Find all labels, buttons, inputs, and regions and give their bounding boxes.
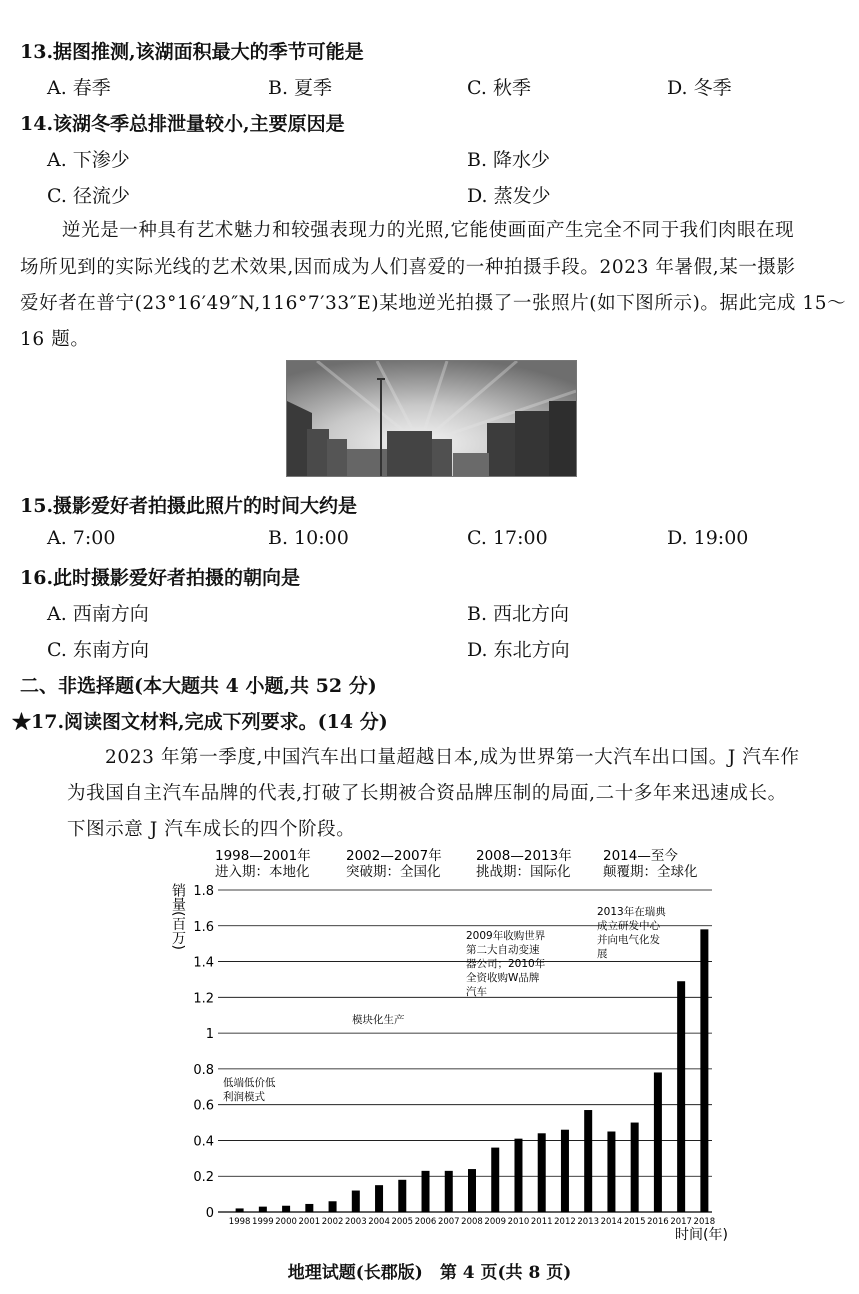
q14-stem: 14.该湖冬季总排泄量较小,主要原因是 xyxy=(20,113,345,135)
x-tick-label-2001: 2001 xyxy=(298,1217,321,1227)
bar-2000 xyxy=(282,1206,290,1212)
y-tick-label-8: 1.6 xyxy=(193,919,214,935)
x-tick-label-2007: 2007 xyxy=(437,1217,460,1227)
q16-option-a[interactable]: A. 西南方向 xyxy=(47,603,149,625)
bar-2006 xyxy=(422,1171,430,1212)
x-tick-label-2014: 2014 xyxy=(600,1217,623,1227)
q16-option-c[interactable]: C. 东南方向 xyxy=(47,639,149,661)
passage-line-1: 逆光是一种具有艺术魅力和较强表现力的光照,它能使画面产生完全不同于我们肉眼在现 xyxy=(62,220,795,241)
x-tick-label-2015: 2015 xyxy=(623,1217,646,1227)
x-tick-label-2000: 2000 xyxy=(275,1217,297,1227)
bar-2003 xyxy=(352,1191,360,1212)
bar-2013 xyxy=(584,1110,592,1212)
y-tick-label-7: 1.4 xyxy=(193,955,214,971)
stage-name-3: 挑战期：国际化 xyxy=(476,864,571,880)
x-tick-label-2004: 2004 xyxy=(368,1217,390,1227)
annotation-4-line-2: 成立研发中心 xyxy=(597,920,660,932)
q17-line-3: 下图示意 J 汽车成长的四个阶段。 xyxy=(67,819,356,840)
x-tick-label-2005: 2005 xyxy=(391,1217,414,1227)
y-tick-label-4: 0.8 xyxy=(193,1062,214,1078)
bar-2018 xyxy=(700,929,708,1212)
stage-period-2: 2002—2007年 xyxy=(346,848,442,864)
q13-option-d[interactable]: D. 冬季 xyxy=(667,77,732,99)
q15-option-c[interactable]: C. 17:00 xyxy=(467,527,548,549)
backlight-photo xyxy=(286,360,577,477)
x-tick-label-2013: 2013 xyxy=(577,1217,600,1227)
x-tick-label-2010: 2010 xyxy=(507,1217,530,1227)
stage-name-2: 突破期：全国化 xyxy=(346,864,441,880)
x-tick-label-2018: 2018 xyxy=(693,1217,716,1227)
q17-line-2: 为我国自主汽车品牌的代表,打破了长期被合资品牌压制的局面,二十多年来迅速成长。 xyxy=(67,783,787,804)
x-axis-label: 时间(年) xyxy=(675,1227,728,1243)
annotation-2-line-1: 模块化生产 xyxy=(352,1014,405,1026)
bar-2007 xyxy=(445,1171,453,1212)
annotation-1-line-1: 低端低价低 xyxy=(223,1077,276,1089)
stage-period-3: 2008—2013年 xyxy=(476,848,572,864)
y-tick-label-3: 0.6 xyxy=(193,1098,214,1114)
x-tick-label-1998: 1998 xyxy=(228,1217,251,1227)
q14-option-c[interactable]: C. 径流少 xyxy=(47,185,130,207)
bar-2012 xyxy=(561,1130,569,1212)
q16-option-b[interactable]: B. 西北方向 xyxy=(467,603,570,625)
bar-2009 xyxy=(491,1148,499,1212)
bar-2011 xyxy=(538,1133,546,1212)
bar-2014 xyxy=(607,1132,615,1213)
annotation-3-line-3: 器公司；2010年 xyxy=(466,958,546,970)
bar-2001 xyxy=(305,1204,313,1212)
annotation-4-line-3: 并向电气化发 xyxy=(597,934,660,946)
y-tick-label-2: 0.4 xyxy=(193,1134,214,1150)
stage-name-1: 进入期：本地化 xyxy=(215,864,310,880)
passage-line-2: 场所见到的实际光线的艺术效果,因而成为人们喜爱的一种拍摄手段。2023 年暑假,某一摄影 xyxy=(20,257,796,278)
x-tick-label-2012: 2012 xyxy=(554,1217,576,1227)
x-tick-label-2002: 2002 xyxy=(321,1217,344,1227)
bar-1998 xyxy=(236,1208,244,1212)
passage-line-3: 爱好者在普宁(23°16′49″N,116°7′33″E)某地逆光拍摄了一张照片(如下图所示)。据此完成 15～ xyxy=(20,293,847,314)
q13-stem: 13.据图推测,该湖面积最大的季节可能是 xyxy=(20,41,364,63)
x-tick-label-1999: 1999 xyxy=(252,1217,274,1227)
y-axis-label: 销量(百万) xyxy=(170,883,186,950)
annotation-3-line-5: 汽车 xyxy=(466,986,487,998)
annotation-3-line-2: 第二大自动变速 xyxy=(466,944,540,956)
section-2-heading: 二、非选择题(本大题共 4 小题,共 52 分) xyxy=(20,675,377,697)
stage-period-4: 2014—至今 xyxy=(603,848,678,864)
q14-option-a[interactable]: A. 下渗少 xyxy=(47,149,130,171)
x-tick-label-2008: 2008 xyxy=(461,1217,483,1227)
bar-2017 xyxy=(677,981,685,1212)
y-tick-label-6: 1.2 xyxy=(193,991,214,1007)
passage-line-4: 16 题。 xyxy=(20,329,90,350)
annotation-3-line-4: 全资收购W品牌 xyxy=(466,972,540,984)
q14-option-b[interactable]: B. 降水少 xyxy=(467,149,551,171)
q17-line-1: 2023 年第一季度,中国汽车出口量超越日本,成为世界第一大汽车出口国。J 汽车作 xyxy=(105,747,800,768)
x-tick-label-2006: 2006 xyxy=(414,1217,437,1227)
annotation-4-line-4: 展 xyxy=(597,948,608,960)
q16-stem: 16.此时摄影爱好者拍摄的朝向是 xyxy=(20,567,301,589)
x-tick-label-2009: 2009 xyxy=(484,1217,507,1227)
bar-2002 xyxy=(329,1201,337,1212)
bar-1999 xyxy=(259,1207,267,1212)
bar-2005 xyxy=(398,1180,406,1212)
x-tick-label-2017: 2017 xyxy=(670,1217,692,1227)
q17-stem: ★17.阅读图文材料,完成下列要求。(14 分) xyxy=(12,711,388,733)
x-tick-label-2016: 2016 xyxy=(647,1217,669,1227)
bar-2015 xyxy=(631,1123,639,1212)
q15-option-a[interactable]: A. 7:00 xyxy=(47,527,116,549)
bar-2016 xyxy=(654,1072,662,1212)
bar-2004 xyxy=(375,1185,383,1212)
y-tick-label-1: 0.2 xyxy=(193,1170,214,1186)
bar-2008 xyxy=(468,1169,476,1212)
y-tick-label-0: 0 xyxy=(205,1206,214,1221)
y-tick-label-9: 1.8 xyxy=(193,884,214,899)
x-tick-label-2003: 2003 xyxy=(344,1217,367,1227)
q14-option-d[interactable]: D. 蒸发少 xyxy=(467,185,551,207)
q15-option-b[interactable]: B. 10:00 xyxy=(268,527,349,549)
q15-stem: 15.摄影爱好者拍摄此照片的时间大约是 xyxy=(20,495,358,517)
y-tick-label-5: 1 xyxy=(205,1027,214,1043)
backlight-photo-image xyxy=(287,361,576,476)
q13-option-b[interactable]: B. 夏季 xyxy=(268,77,333,99)
stage-period-1: 1998—2001年 xyxy=(215,848,311,864)
annotation-1-line-2: 利润模式 xyxy=(223,1091,265,1103)
stage-name-4: 颠覆期：全球化 xyxy=(603,864,698,880)
annotation-3-line-1: 2009年收购世界 xyxy=(466,930,546,942)
q13-option-a[interactable]: A. 春季 xyxy=(47,77,111,99)
x-tick-label-2011: 2011 xyxy=(530,1217,553,1227)
car-sales-bar-chart xyxy=(0,845,859,1250)
q15-option-d[interactable]: D. 19:00 xyxy=(667,527,749,549)
q13-option-c[interactable]: C. 秋季 xyxy=(467,77,531,99)
q16-option-d[interactable]: D. 东北方向 xyxy=(467,639,570,661)
annotation-4-line-1: 2013年在瑞典 xyxy=(597,906,666,918)
page-footer: 地理试题(长郡版) 第 4 页(共 8 页) xyxy=(287,1263,572,1283)
bar-2010 xyxy=(514,1139,522,1212)
